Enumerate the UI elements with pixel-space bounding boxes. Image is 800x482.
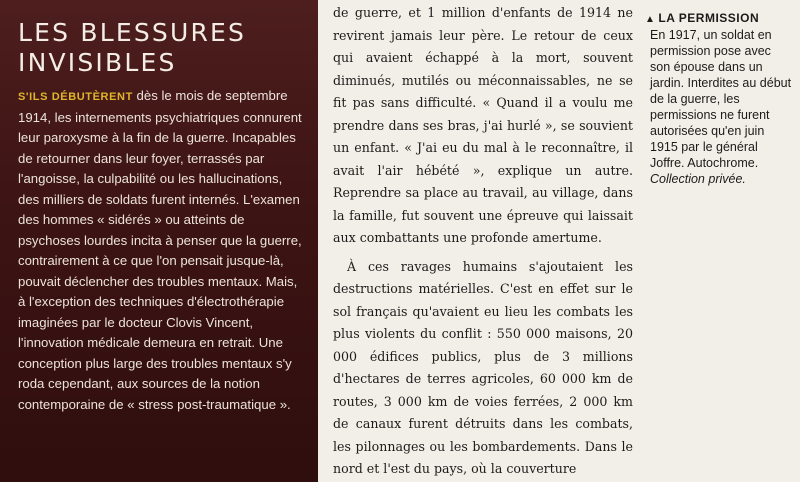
caption-text: En 1917, un soldat en permission pose avec son épouse dans un jardin. Interdites au début de la guerre, les permissions ne furent autorisées qu'en juin 1915 par le général Joffre. Autochrome. — [650, 28, 792, 170]
sidebar-title: LES BLESSURES INVISIBLES — [18, 18, 247, 77]
photo-caption — [645, 11, 793, 187]
article-paragraph-1: de guerre, et 1 million d'enfants de 1914 ne revirent jamais leur père. Le retour de ceux qui avaient échappé à la mort, souvent diminués, mutilés ou méconnaissables, ne se fit pas sans difficulté. « Quand il a voulu me prendre dans ses bras, j'ai hurlé », se souvient un enfant. « J'ai eu du mal à le reconnaître, il avait l'air hébété », explique un autre. Reprendre sa place au travail, au village, dans la famille, fut souvent une épreuve qui laissait aux combattants une profonde amertume. — [333, 5, 633, 245]
caption-heading — [645, 11, 793, 25]
lead-in: S'ILS DÉBUTÈRENT — [18, 91, 133, 103]
triangle-up-icon: ▲ — [645, 14, 656, 25]
sidebar-text: dès le mois de septembre 1914, les internements psychiatriques connurent leur paroxysme à la fin de la guerre. Incapables de retourner dans leur foyer, terrassés par l'angoisse, la culpabilité ou les hallucinations, des milliers de soldats furent internés. L'examen des hommes « sidérés » ou atteints de psychoses lourdes incita à penser que la guerre, contrairement à ce que l'on pensait jusque-là, pouvait déclencher des troubles mentaux. Mais, à l'exception des techniques d'électrothérapie imaginées par le docteur Clovis Vincent, l'innovation médicale demeura en retrait. Une conception plus large des troubles mentaux s'y roda cependant, aux sources de la notion contemporaine de « stress post-traumatique ». — [18, 88, 302, 412]
sidebar-body — [18, 86, 304, 415]
article-paragraph-2: À ces ravages humains s'ajoutaient les destructions matérielles. C'est en effet sur le sol français qu'avaient eu lieu les combats les plus violents du conflit : 550 000 maisons, 20 000 édifices publics, plus de 3 millions d'hectares de terres agricoles, 60 000 km de routes, 3 000 km de voies ferrées, 2 000 km de canaux furent détruits dans les combats, les pilonnages ou les bombardements. Dans le nord et l'est du pays, où la couverture — [333, 258, 633, 476]
caption-body — [650, 27, 793, 187]
caption-heading-text: LA PERMISSION — [658, 11, 760, 25]
caption-credit: Collection privée. — [650, 172, 746, 186]
main-article-column — [333, 2, 633, 481]
sidebar-box — [0, 0, 318, 482]
